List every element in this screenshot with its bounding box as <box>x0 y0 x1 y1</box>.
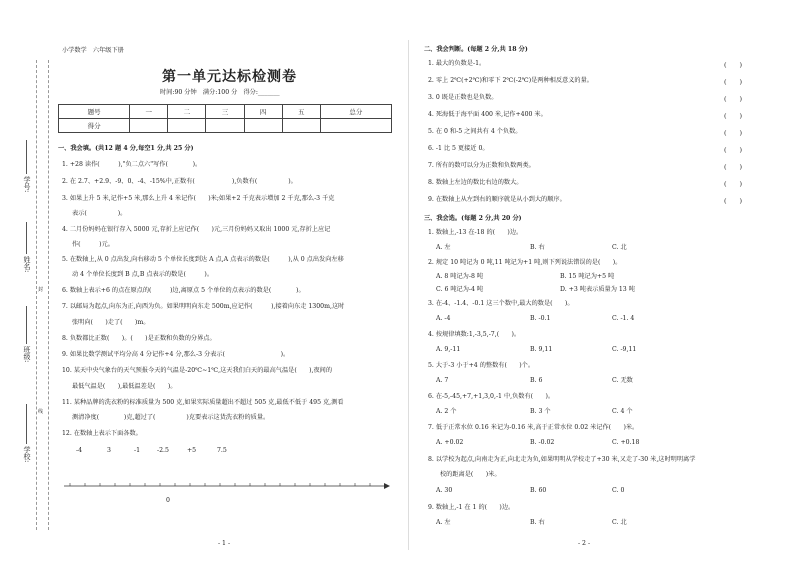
number-item: -4 <box>76 447 83 454</box>
score-header-cell: 三 <box>206 105 244 119</box>
judge-answer-box[interactable]: ( ) <box>724 78 743 86</box>
option-b[interactable]: B. 6 <box>530 377 543 384</box>
score-header-cell: 总分 <box>320 105 391 119</box>
score-cell[interactable] <box>130 119 168 133</box>
number-line <box>62 478 392 492</box>
choice-question-8-cont: 校的距离是( )米。 <box>440 471 501 478</box>
question-2: 2. 在 2.7、+2.9、-9、0、-4、-15%中,正数有( ),负数有( )。 <box>62 178 297 185</box>
school-line <box>26 404 27 444</box>
page-title: 第一单元达标检测卷 <box>162 69 297 85</box>
option-a[interactable]: A. 9,-11 <box>436 346 461 353</box>
question-3: 3. 如果上升 5 米,记作+5 米,那么上升 4 米记作( )米;如果+2 千克表示增加 2 千克,那么-3 千克 <box>62 195 335 202</box>
question-9: 9. 如果比数学测试平均分高 4 分记作+4 分,那么-3 分表示( )。 <box>62 351 290 358</box>
judge-item-4: 4. 死海低于海平面 400 米,记作+400 米。 <box>428 111 547 118</box>
section-3-heading: 三、我会选。(每题 2 分,共 20 分) <box>424 215 522 222</box>
score-cell[interactable] <box>206 119 244 133</box>
question-7: 7. 以邮局为起点,向东为正,向西为负。如果明明向东走 500m,应记作( ),接着向东走 1300m,这时 <box>62 303 345 310</box>
judge-answer-box[interactable]: ( ) <box>724 112 743 120</box>
judge-item-6: 6. -1 比 5 更接近 0。 <box>428 145 489 152</box>
judge-item-2: 2. 零上 2℃(+2℃)和零下 2℃(-2℃)是两种相反意义的量。 <box>428 77 593 84</box>
question-1: 1. +28 读作( ),"负二点六"写作( )。 <box>62 161 202 168</box>
judge-item-7: 7. 所有的数可以分为正数和负数两类。 <box>428 162 535 169</box>
student-no-line <box>26 140 27 174</box>
option-a[interactable]: A. -4 <box>436 315 451 322</box>
binding-line-outer <box>36 60 37 530</box>
choice-question-7: 7. 低于正常水位 0.16 米记为-0.16 米,高于正常水位 0.02 米记作( )米。 <box>428 424 639 431</box>
number-item: -1 <box>134 447 141 454</box>
option-c[interactable]: C. 4 个 <box>612 408 633 415</box>
option-b[interactable]: B. 右 <box>530 519 545 526</box>
question-4: 4. 二月份妈妈在银行存入 5000 元,存折上应记作( )元,三月份妈妈又取出 1000 元,存折上应记 <box>62 226 331 233</box>
judge-item-1: 1. 最大的负数是-1。 <box>428 60 486 67</box>
line-mark: 线 <box>38 409 44 415</box>
question-12: 12. 在数轴上表示下面各数。 <box>62 430 142 437</box>
judge-answer-box[interactable]: ( ) <box>724 95 743 103</box>
option-a[interactable]: A. 左 <box>436 519 451 526</box>
question-11: 11. 某种品牌的洗衣粉的标准质量为 500 克,如果实际质量超出不超过 505 克,最低不低于 495 克,测看 <box>62 399 344 406</box>
score-table <box>58 104 392 133</box>
page-divider <box>408 40 409 550</box>
question-10-cont: 最低气温是( ),最低温差是( )。 <box>72 383 177 390</box>
question-5: 5. 在数轴上,从 0 点出发,向右移动 5 个单位长度到达 A 点,A 点表示的数是( ),从 0 点出发向左移 <box>62 256 344 263</box>
judge-answer-box[interactable]: ( ) <box>724 197 743 205</box>
judge-item-5: 5. 在 0 和-5 之间共有 4 个负数。 <box>428 128 522 135</box>
judge-item-8: 8. 数轴上左边的数比右边的数大。 <box>428 179 523 186</box>
option-d[interactable]: D. +3 吨表示质量为 13 吨 <box>560 286 635 293</box>
question-7-cont: 张明向( )走了( )m。 <box>72 319 150 326</box>
number-item: +5 <box>187 447 197 454</box>
option-a[interactable]: A. 30 <box>436 487 453 494</box>
score-cell[interactable] <box>282 119 320 133</box>
page-number-right: - 2 - <box>578 540 591 547</box>
option-b[interactable]: B. 60 <box>530 487 547 494</box>
score-header-cell: 题号 <box>59 105 130 119</box>
number-line-ticks <box>70 483 370 486</box>
choice-question-2: 2. 规定 10 吨记为 0 吨,11 吨记为+1 吨,则下列说法错误的是( )。 <box>428 259 622 266</box>
question-8: 8. 负数都比正数( )。( )是正数和负数的分界点。 <box>62 335 216 342</box>
judge-answer-box[interactable]: ( ) <box>724 61 743 69</box>
choice-question-8: 8. 以学校为起点,向南走为正,向北走为负,如果明明从学校走了+30 米,又走了-30 米,这时明明离学 <box>428 456 696 463</box>
score-header-cell: 五 <box>282 105 320 119</box>
option-c[interactable]: C. -1. 4 <box>612 315 635 322</box>
judge-answer-box[interactable]: ( ) <box>724 163 743 171</box>
option-a[interactable]: A. +0.02 <box>436 439 464 446</box>
option-a[interactable]: A. 左 <box>436 244 451 251</box>
student-no-label: 学号: <box>23 176 31 193</box>
option-b[interactable]: B. -0.1 <box>530 315 551 322</box>
option-c[interactable]: C. 北 <box>612 244 627 251</box>
option-c[interactable]: C. -9,11 <box>612 346 637 353</box>
question-4-cont: 作( )元。 <box>72 241 114 248</box>
judge-item-3: 3. 0 既是正数也是负数。 <box>428 94 498 101</box>
score-header-cell: 四 <box>244 105 282 119</box>
choice-question-1: 1. 数轴上,-13 在-18 的( )边。 <box>428 229 523 236</box>
option-a[interactable]: A. 2 个 <box>436 408 457 415</box>
judge-answer-box[interactable]: ( ) <box>724 180 743 188</box>
number-item: 3 <box>107 447 111 454</box>
class-line <box>26 306 27 344</box>
score-cell[interactable] <box>320 119 391 133</box>
judge-item-9: 9. 在数轴上从左到右的顺序就是从小到大的顺序。 <box>428 196 566 203</box>
judge-answer-box[interactable]: ( ) <box>724 129 743 137</box>
option-c[interactable]: C. 0 <box>612 487 625 494</box>
choice-question-6: 6. 在-5,-45,+7,+1,3,0,-1 中,负数有( )。 <box>428 393 555 400</box>
option-b[interactable]: B. 右 <box>530 244 545 251</box>
class-label: 班级: <box>23 346 31 363</box>
section-2-heading: 二、我会判断。(每题 2 分,共 18 分) <box>424 46 528 53</box>
choice-question-5: 5. 大于-3 小于+4 的整数有( )个。 <box>428 362 535 369</box>
question-3-cont: 表示( )。 <box>72 210 127 217</box>
option-a[interactable]: A. 7 <box>436 377 449 384</box>
section-1-heading: 一、我会填。(共12 题 4 分,每空1 分,共 25 分) <box>58 145 194 152</box>
option-b[interactable]: B. -0.02 <box>530 439 555 446</box>
score-cell[interactable] <box>168 119 206 133</box>
option-c[interactable]: C. +0.18 <box>612 439 640 446</box>
score-row-label: 得分 <box>59 119 130 133</box>
number-line-arrow <box>384 483 390 489</box>
question-10: 10. 某天中央气象台的天气预报今天的气温是-20℃~1℃,这天我们白天的最高气温是( ),夜间的 <box>62 367 333 374</box>
option-b[interactable]: B. 3 个 <box>530 408 551 415</box>
subject-header: 小学数学 六年级下册 <box>62 47 124 54</box>
name-label: 姓名: <box>23 256 31 273</box>
option-a[interactable]: A. 8 吨记为-8 吨 <box>436 273 484 280</box>
seal-mark: 封 <box>38 287 44 293</box>
number-item: -2.5 <box>157 447 169 454</box>
score-cell[interactable] <box>244 119 282 133</box>
number-item: 7.5 <box>217 447 227 454</box>
page-number-left: - 1 - <box>218 540 231 547</box>
option-b[interactable]: B. 15 吨记为+5 吨 <box>560 273 615 280</box>
option-c[interactable]: C. 无数 <box>612 377 633 384</box>
choice-question-9: 9. 数轴上,-1 在 1 的( )边。 <box>428 504 515 511</box>
option-b[interactable]: B. 9,11 <box>530 346 553 353</box>
exam-meta: 时间:90 分钟 满分:100 分 得分:_______ <box>160 89 280 96</box>
name-line <box>26 222 27 254</box>
judge-answer-box[interactable]: ( ) <box>724 146 743 154</box>
score-header-cell: 二 <box>168 105 206 119</box>
question-5-cont: 动 4 个单位长度到 B 点,B 点表示的数是( )。 <box>72 271 214 278</box>
question-11-cont: 测清净度( )克,超过了( )克要表示这货洗衣粉的质量。 <box>72 414 270 421</box>
binding-line-inner <box>48 60 49 530</box>
number-line-zero: 0 <box>166 497 170 504</box>
choice-question-3: 3. 在-4、-1.4、-0.1 这三个数中,最大的数是( )。 <box>428 300 574 307</box>
question-6: 6. 数轴上表示+6 的点在原点的( )边,离原点 5 个单位的点表示的数是( )。 <box>62 287 305 294</box>
score-header-cell: 一 <box>130 105 168 119</box>
option-c[interactable]: C. 6 吨记为-4 吨 <box>436 286 484 293</box>
option-c[interactable]: C. 北 <box>612 519 627 526</box>
choice-question-4: 4. 按规律填数:1,-3,5,-7,( )。 <box>428 331 521 338</box>
school-label: 学校: <box>23 446 31 463</box>
